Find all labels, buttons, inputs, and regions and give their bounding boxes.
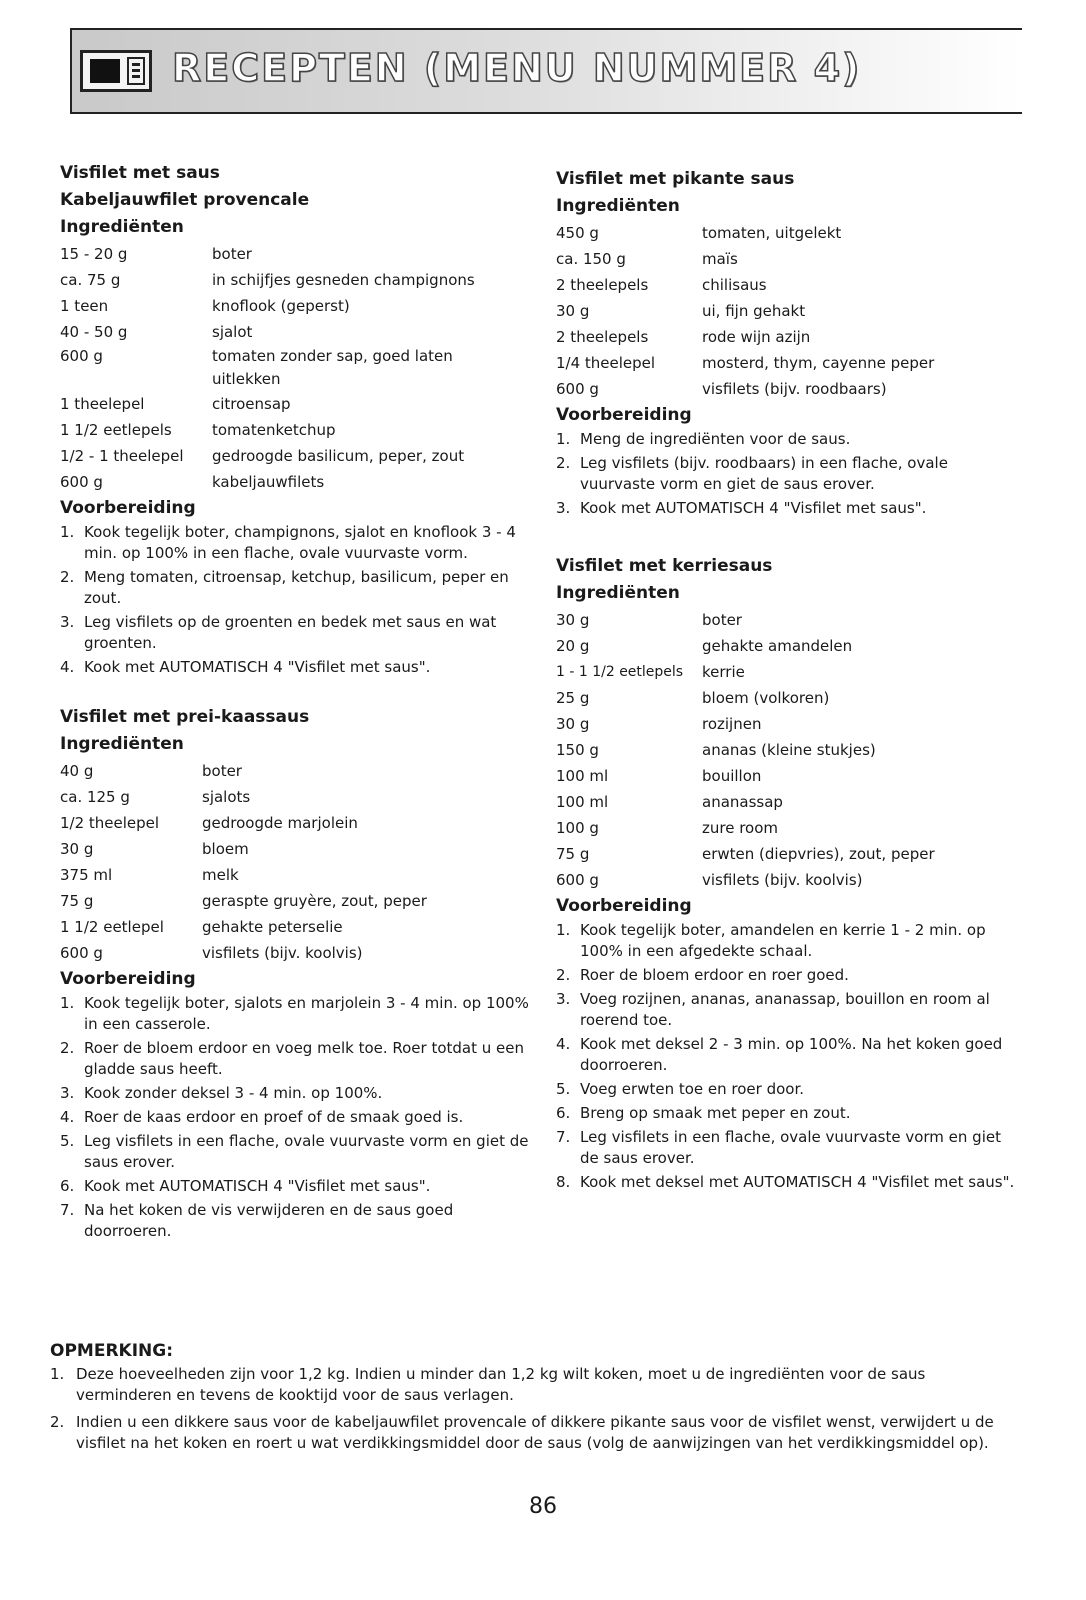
ingredient-item: bouillon xyxy=(702,767,762,785)
ingredient-row xyxy=(556,685,1016,711)
recipe-title: Visfilet met saus xyxy=(60,163,220,183)
ingredient-list xyxy=(60,241,530,495)
ingredient-item: gehakte amandelen xyxy=(702,637,853,655)
ingredients-heading: Ingrediënten xyxy=(60,217,184,237)
ingredient-qty: 2 theelepels xyxy=(556,328,649,346)
step-item xyxy=(60,567,530,609)
ingredient-row xyxy=(60,443,530,469)
step-text: Na het koken de vis verwijderen en de saus goed doorroeren. xyxy=(84,1201,454,1240)
ingredient-list xyxy=(556,607,1016,893)
ingredient-item: in schijfjes gesneden champignons xyxy=(212,271,475,289)
step-number: 2. xyxy=(60,1039,75,1057)
ingredient-row xyxy=(60,345,530,391)
microwave-icon xyxy=(80,50,152,92)
step-text: Leg visfilets op de groenten en bedek met saus en wat groenten. xyxy=(84,613,497,652)
step-item xyxy=(60,1038,530,1080)
ingredient-item: sjalot xyxy=(212,323,253,341)
ingredient-qty: 75 g xyxy=(60,892,94,910)
ingredient-row xyxy=(60,784,530,810)
remark-list xyxy=(50,1364,1010,1454)
step-item xyxy=(556,429,1016,450)
ingredient-item: rozijnen xyxy=(702,715,762,733)
page-title: RECEPTEN (MENU NUMMER 4) xyxy=(172,46,862,90)
ingredient-row xyxy=(556,789,1016,815)
ingredient-item: melk xyxy=(202,866,239,884)
step-list xyxy=(556,429,1016,519)
ingredient-item: bloem xyxy=(202,840,249,858)
ingredient-qty: 30 g xyxy=(556,715,590,733)
step-number: 8. xyxy=(556,1173,571,1191)
ingredient-row xyxy=(556,220,1016,246)
ingredient-row xyxy=(60,293,530,319)
ingredient-row xyxy=(556,737,1016,763)
remark-section xyxy=(50,1338,1010,1460)
step-item xyxy=(556,1103,1016,1124)
step-number: 7. xyxy=(60,1201,75,1219)
ingredient-item: gedroogde marjolein xyxy=(202,814,358,832)
ingredient-item: visfilets (bijv. koolvis) xyxy=(202,944,363,962)
ingredient-list xyxy=(556,220,1016,402)
ingredient-list xyxy=(60,758,530,966)
ingredients-heading: Ingrediënten xyxy=(556,196,680,216)
step-text: Kook met AUTOMATISCH 4 "Visfilet met saus". xyxy=(580,499,927,517)
step-text: Kook met AUTOMATISCH 4 "Visfilet met saus". xyxy=(84,658,431,676)
ingredient-qty: 40 g xyxy=(60,762,94,780)
recipe-kabeljauwfilet xyxy=(60,160,530,678)
ingredient-item: boter xyxy=(202,762,242,780)
ingredient-qty: 30 g xyxy=(556,302,590,320)
step-text: Voeg rozijnen, ananas, ananassap, bouillon en room al roerend toe. xyxy=(580,990,990,1029)
step-item xyxy=(60,1107,530,1128)
left-column xyxy=(60,160,530,1268)
remark-text: Indien u een dikkere saus voor de kabeljauwfilet provencale of dikkere pikante saus voor de visfilet wenst, verwijdert u de visfilet na het koken en roert u wat verdikkingsmiddel door de saus (volg de aanwijzingen van het verdikkingsmiddel op). xyxy=(76,1413,994,1452)
step-text: Meng tomaten, citroensap, ketchup, basilicum, peper en zout. xyxy=(84,568,509,607)
ingredient-row xyxy=(556,246,1016,272)
ingredient-row xyxy=(60,914,530,940)
step-number: 4. xyxy=(60,1108,75,1126)
ingredient-item: visfilets (bijv. roodbaars) xyxy=(702,380,887,398)
step-number: 2. xyxy=(556,454,571,472)
ingredients-heading: Ingrediënten xyxy=(556,583,680,603)
ingredient-item: ananassap xyxy=(702,793,783,811)
step-list xyxy=(60,993,530,1242)
step-item xyxy=(556,989,1016,1031)
ingredient-item: visfilets (bijv. koolvis) xyxy=(702,871,863,889)
step-number: 6. xyxy=(60,1177,75,1195)
ingredient-item: knoflook (geperst) xyxy=(212,297,350,315)
step-item xyxy=(556,1034,1016,1076)
ingredient-qty: 1 theelepel xyxy=(60,395,145,413)
ingredient-item: gedroogde basilicum, peper, zout xyxy=(212,447,465,465)
recipe-prei-kaassaus xyxy=(60,704,530,1242)
ingredient-qty: 600 g xyxy=(60,944,103,962)
preparation-heading: Voorbereiding xyxy=(556,405,692,425)
step-number: 4. xyxy=(556,1035,571,1053)
step-text: Roer de bloem erdoor en roer goed. xyxy=(580,966,849,984)
step-number: 6. xyxy=(556,1104,571,1122)
remark-number: 2. xyxy=(50,1413,65,1431)
step-text: Roer de kaas erdoor en proef of de smaak goed is. xyxy=(84,1108,464,1126)
ingredient-item: boter xyxy=(212,245,252,263)
remark-text: Deze hoeveelheden zijn voor 1,2 kg. Indien u minder dan 1,2 kg wilt koken, moet u de ingrediënten voor de saus verminderen en tevens de kooktijd voor de saus verlagen. xyxy=(76,1365,926,1404)
ingredient-item: ananas (kleine stukjes) xyxy=(702,741,876,759)
step-number: 3. xyxy=(556,499,571,517)
ingredient-item: zure room xyxy=(702,819,779,837)
step-number: 3. xyxy=(60,613,75,631)
page-number: 86 xyxy=(529,1494,557,1519)
right-column xyxy=(556,160,1016,1219)
step-item xyxy=(556,498,1016,519)
step-list xyxy=(556,920,1016,1193)
ingredient-row xyxy=(556,711,1016,737)
step-item xyxy=(556,1127,1016,1169)
ingredient-row xyxy=(60,241,530,267)
recipe-kerriesaus xyxy=(556,553,1016,1193)
ingredient-qty: 100 ml xyxy=(556,793,609,811)
step-item xyxy=(556,920,1016,962)
ingredient-item: sjalots xyxy=(202,788,251,806)
ingredient-qty: 1 1/2 eetlepel xyxy=(60,918,164,936)
ingredient-row xyxy=(60,810,530,836)
step-text: Kook met deksel 2 - 3 min. op 100%. Na het koken goed doorroeren. xyxy=(580,1035,1003,1074)
step-list xyxy=(60,522,530,678)
ingredient-qty: 1 teen xyxy=(60,297,109,315)
ingredient-row xyxy=(556,272,1016,298)
step-item xyxy=(60,612,530,654)
ingredient-item: tomaten, uitgelekt xyxy=(702,224,842,242)
ingredient-row xyxy=(556,841,1016,867)
recipe-title: Visfilet met pikante saus xyxy=(556,169,795,189)
ingredient-item: boter xyxy=(702,611,742,629)
ingredient-item: gehakte peterselie xyxy=(202,918,343,936)
step-item xyxy=(556,453,1016,495)
ingredient-qty: 600 g xyxy=(556,871,599,889)
ingredient-item: chilisaus xyxy=(702,276,767,294)
ingredient-row xyxy=(556,659,1016,685)
ingredient-qty: 20 g xyxy=(556,637,590,655)
step-number: 7. xyxy=(556,1128,571,1146)
ingredient-row xyxy=(60,940,530,966)
ingredient-qty: 1 - 1 1/2 eetlepels xyxy=(556,664,684,680)
step-item xyxy=(60,1200,530,1242)
ingredient-qty: 1/2 - 1 theelepel xyxy=(60,447,184,465)
page-header xyxy=(70,28,1060,112)
step-number: 4. xyxy=(60,658,75,676)
ingredient-qty: ca. 75 g xyxy=(60,271,121,289)
ingredient-row xyxy=(60,267,530,293)
step-text: Leg visfilets in een flache, ovale vuurvaste vorm en giet de saus erover. xyxy=(84,1132,529,1171)
step-number: 2. xyxy=(60,568,75,586)
step-text: Kook met deksel met AUTOMATISCH 4 "Visfilet met saus". xyxy=(580,1173,1015,1191)
remark-heading: OPMERKING: xyxy=(50,1341,174,1361)
step-text: Leg visfilets in een flache, ovale vuurvaste vorm en giet de saus erover. xyxy=(580,1128,1001,1167)
ingredient-qty: 1/4 theelepel xyxy=(556,354,656,372)
ingredient-row xyxy=(60,758,530,784)
ingredient-row xyxy=(556,607,1016,633)
step-number: 1. xyxy=(556,921,571,939)
step-item xyxy=(60,993,530,1035)
ingredient-row xyxy=(556,867,1016,893)
ingredient-item: ui, fijn gehakt xyxy=(702,302,806,320)
step-item xyxy=(60,522,530,564)
ingredient-qty: 40 - 50 g xyxy=(60,323,128,341)
step-item xyxy=(60,1131,530,1173)
recipe-title: Visfilet met kerriesaus xyxy=(556,556,773,576)
preparation-heading: Voorbereiding xyxy=(556,896,692,916)
ingredient-qty: ca. 125 g xyxy=(60,788,130,806)
ingredient-qty: 30 g xyxy=(556,611,590,629)
ingredient-qty: 450 g xyxy=(556,224,599,242)
step-number: 3. xyxy=(60,1084,75,1102)
ingredient-item: kabeljauwfilets xyxy=(212,473,325,491)
ingredient-row xyxy=(60,836,530,862)
ingredient-item: mosterd, thym, cayenne peper xyxy=(702,354,935,372)
ingredient-qty: 600 g xyxy=(60,347,103,365)
ingredient-qty: 75 g xyxy=(556,845,590,863)
step-text: Kook met AUTOMATISCH 4 "Visfilet met saus". xyxy=(84,1177,431,1195)
step-number: 1. xyxy=(556,430,571,448)
ingredient-qty: ca. 150 g xyxy=(556,250,626,268)
step-text: Roer de bloem erdoor en voeg melk toe. Roer totdat u een gladde saus heeft. xyxy=(84,1039,525,1078)
remark-item xyxy=(50,1412,1010,1454)
ingredient-row xyxy=(556,350,1016,376)
ingredient-item: kerrie xyxy=(702,663,745,681)
ingredient-qty: 100 ml xyxy=(556,767,609,785)
ingredient-item: bloem (volkoren) xyxy=(702,689,830,707)
ingredient-qty: 600 g xyxy=(60,473,103,491)
preparation-heading: Voorbereiding xyxy=(60,969,196,989)
ingredient-row xyxy=(60,417,530,443)
step-text: Voeg erwten toe en roer door. xyxy=(580,1080,805,1098)
ingredient-item: maïs xyxy=(702,250,738,268)
ingredient-item: tomaten zonder sap, goed laten uitlekken xyxy=(212,347,453,388)
step-number: 3. xyxy=(556,990,571,1008)
step-item xyxy=(556,1079,1016,1100)
ingredient-qty: 25 g xyxy=(556,689,590,707)
ingredient-row xyxy=(556,324,1016,350)
step-number: 1. xyxy=(60,994,75,1012)
ingredient-row xyxy=(60,391,530,417)
step-item xyxy=(556,1172,1016,1193)
ingredient-row xyxy=(556,376,1016,402)
ingredient-row xyxy=(60,862,530,888)
step-text: Breng op smaak met peper en zout. xyxy=(580,1104,851,1122)
step-number: 1. xyxy=(60,523,75,541)
ingredient-item: geraspte gruyère, zout, peper xyxy=(202,892,427,910)
remark-item xyxy=(50,1364,1010,1406)
step-text: Leg visfilets (bijv. roodbaars) in een flache, ovale vuurvaste vorm en giet de saus erover. xyxy=(580,454,948,493)
step-text: Kook zonder deksel 3 - 4 min. op 100%. xyxy=(84,1084,383,1102)
step-text: Meng de ingrediënten voor de saus. xyxy=(580,430,851,448)
step-number: 2. xyxy=(556,966,571,984)
ingredient-row xyxy=(556,815,1016,841)
ingredient-qty: 15 - 20 g xyxy=(60,245,128,263)
ingredient-row xyxy=(556,633,1016,659)
step-item xyxy=(60,657,530,678)
remark-number: 1. xyxy=(50,1365,65,1383)
ingredient-qty: 30 g xyxy=(60,840,94,858)
ingredient-row xyxy=(60,319,530,345)
step-item xyxy=(60,1176,530,1197)
step-item xyxy=(556,965,1016,986)
ingredient-qty: 1/2 theelepel xyxy=(60,814,160,832)
ingredient-item: erwten (diepvries), zout, peper xyxy=(702,845,935,863)
step-number: 5. xyxy=(60,1132,75,1150)
ingredient-qty: 375 ml xyxy=(60,866,113,884)
ingredient-row xyxy=(556,298,1016,324)
ingredient-qty: 600 g xyxy=(556,380,599,398)
step-number: 5. xyxy=(556,1080,571,1098)
step-text: Kook tegelijk boter, amandelen en kerrie 1 - 2 min. op 100% in een afgedekte schaal. xyxy=(580,921,986,960)
preparation-heading: Voorbereiding xyxy=(60,498,196,518)
step-item xyxy=(60,1083,530,1104)
ingredient-item: rode wijn azijn xyxy=(702,328,811,346)
step-text: Kook tegelijk boter, champignons, sjalot en knoflook 3 - 4 min. op 100% in een flache, ovale vuurvaste vorm. xyxy=(84,523,516,562)
ingredients-heading: Ingrediënten xyxy=(60,734,184,754)
recipe-subtitle: Kabeljauwfilet provencale xyxy=(60,190,310,210)
recipe-title: Visfilet met prei-kaassaus xyxy=(60,707,310,727)
ingredient-row xyxy=(60,888,530,914)
ingredient-qty: 1 1/2 eetlepels xyxy=(60,421,172,439)
ingredient-qty: 150 g xyxy=(556,741,599,759)
ingredient-row xyxy=(60,469,530,495)
step-text: Kook tegelijk boter, sjalots en marjolein 3 - 4 min. op 100% in een casserole. xyxy=(84,994,529,1033)
recipe-pikante-saus xyxy=(556,166,1016,519)
ingredient-qty: 100 g xyxy=(556,819,599,837)
ingredient-item: citroensap xyxy=(212,395,291,413)
ingredient-qty: 2 theelepels xyxy=(556,276,649,294)
ingredient-item: tomatenketchup xyxy=(212,421,336,439)
ingredient-row xyxy=(556,763,1016,789)
